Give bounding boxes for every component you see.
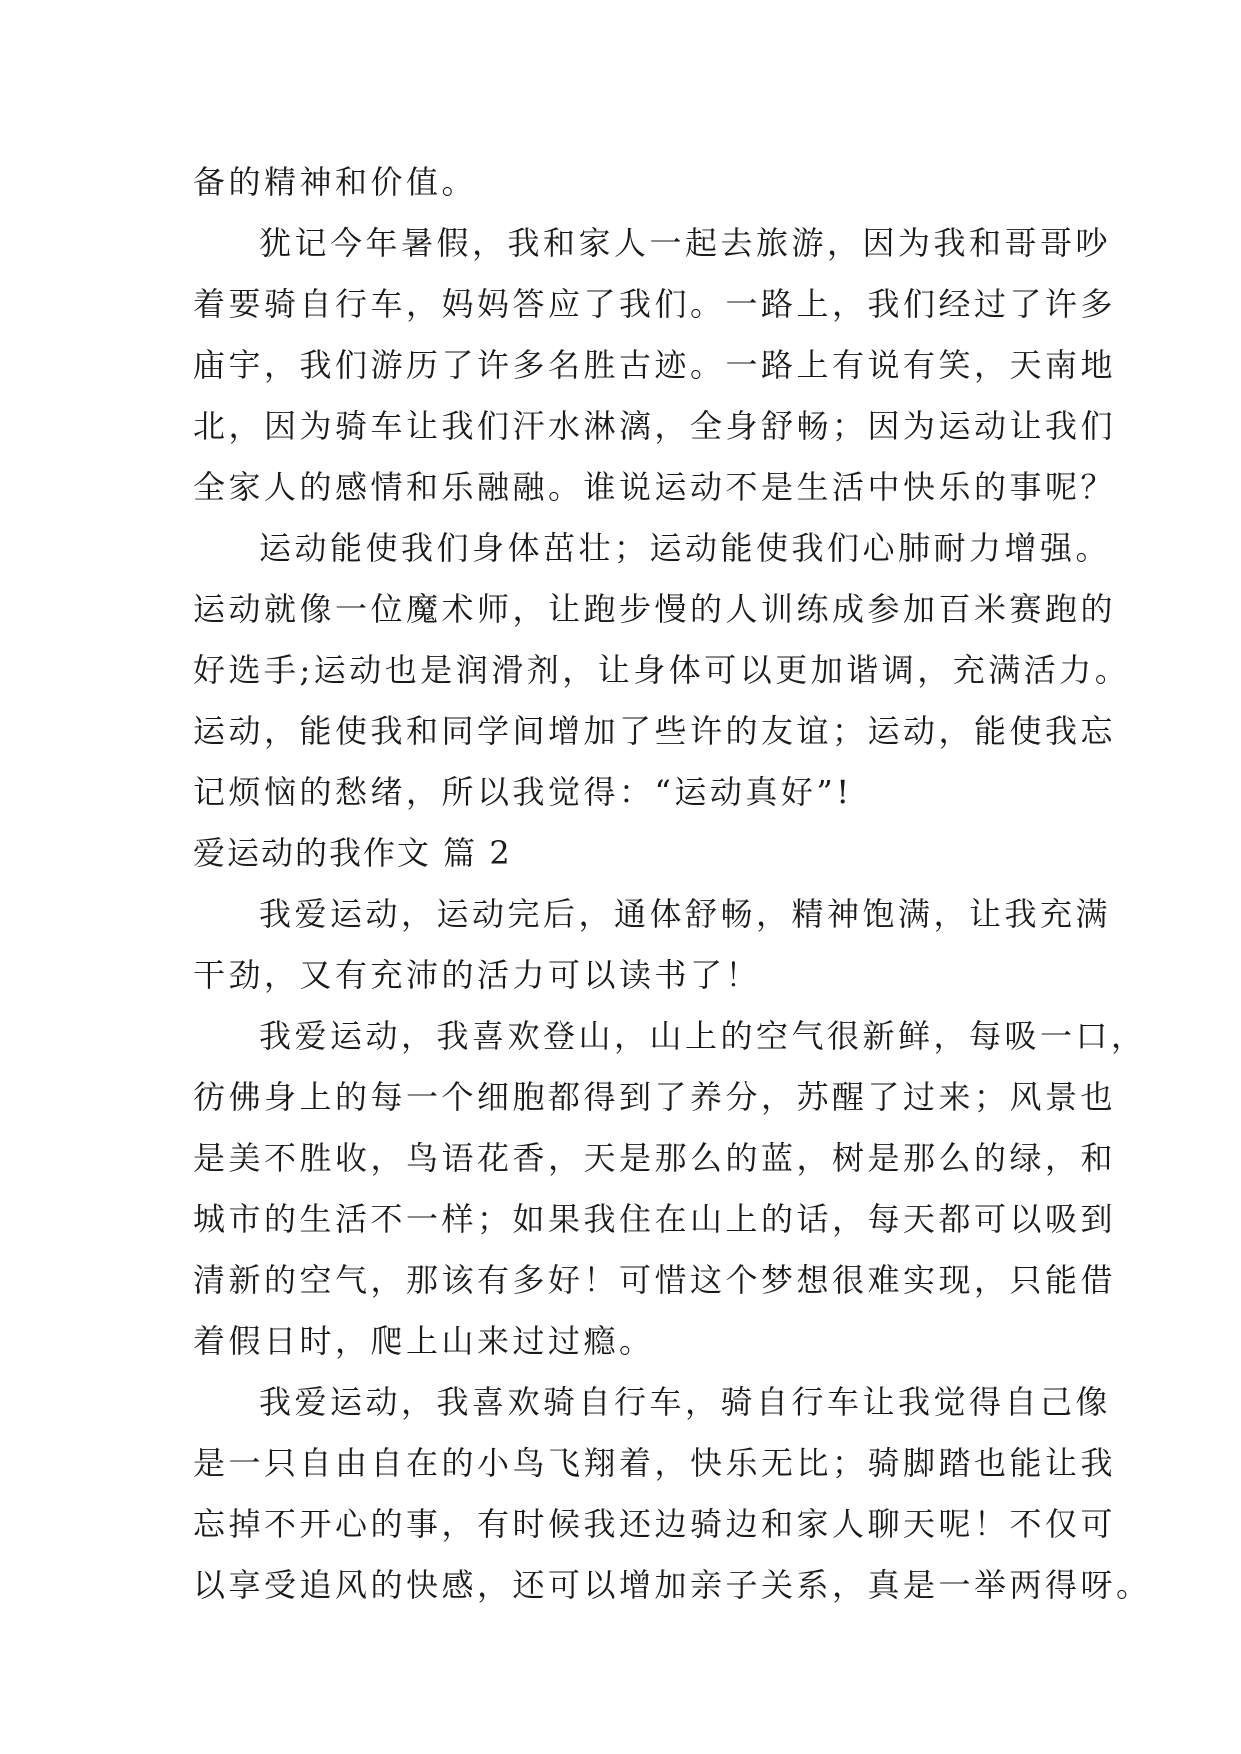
text-line: 城市的生活不一样；如果我住在山上的话，每天都可以吸到 (193, 1200, 1117, 1238)
text-line: 我爱运动，我喜欢骑自行车，骑自行车让我觉得自己像 (259, 1383, 1112, 1421)
text-line: 好选手;运动也是润滑剂，让身体可以更加谐调，充满活力。 (193, 651, 1131, 689)
text-line: 是美不胜收，鸟语花香，天是那么的蓝，树是那么的绿，和 (193, 1139, 1117, 1177)
text-line: 运动能使我们身体茁壮；运动能使我们心肺耐力增强。 (259, 529, 1112, 567)
text-line: 庙宇，我们游历了许多名胜古迹。一路上有说有笑，天南地 (193, 346, 1117, 384)
text-line: 我爱运动，我喜欢登山，山上的空气很新鲜，每吸一口， (259, 1017, 1147, 1055)
text-line: 着假日时，爬上山来过过瘾。 (193, 1322, 655, 1360)
text-line: 运动，能使我和同学间增加了些许的友谊；运动，能使我忘 (193, 712, 1117, 750)
text-line: 备的精神和价值。 (193, 163, 478, 201)
text-line: 着要骑自行车，妈妈答应了我们。一路上，我们经过了许多 (193, 285, 1117, 323)
text-line: 彷佛身上的每一个细胞都得到了养分，苏醒了过来；风景也 (193, 1078, 1117, 1116)
text-line: 干劲，又有充沛的活力可以读书了！ (193, 956, 762, 994)
section-heading: 爱运动的我作文 篇 2 (193, 834, 512, 872)
text-line: 以享受追风的快感，还可以增加亲子关系，真是一举两得呀。 (193, 1566, 1152, 1604)
text-line: 记烦恼的愁绪，所以我觉得：“运动真好”! (193, 773, 853, 811)
document-page (193, 152, 1152, 1616)
text-line: 清新的空气，那该有多好！可惜这个梦想很难实现，只能借 (193, 1261, 1117, 1299)
text-line: 运动就像一位魔术师，让跑步慢的人训练成参加百米赛跑的 (193, 590, 1117, 628)
text-line: 我爱运动，运动完后，通体舒畅，精神饱满，让我充满 (259, 895, 1112, 933)
text-line: 犹记今年暑假，我和家人一起去旅游，因为我和哥哥吵 (259, 224, 1112, 262)
text-line: 是一只自由自在的小鸟飞翔着，快乐无比；骑脚踏也能让我 (193, 1444, 1117, 1482)
text-line: 全家人的感情和乐融融。谁说运动不是生活中快乐的事呢？ (193, 468, 1117, 506)
text-line: 忘掉不开心的事，有时候我还边骑边和家人聊天呢！不仅可 (193, 1505, 1117, 1543)
text-line: 北，因为骑车让我们汗水淋漓，全身舒畅；因为运动让我们 (193, 407, 1117, 445)
